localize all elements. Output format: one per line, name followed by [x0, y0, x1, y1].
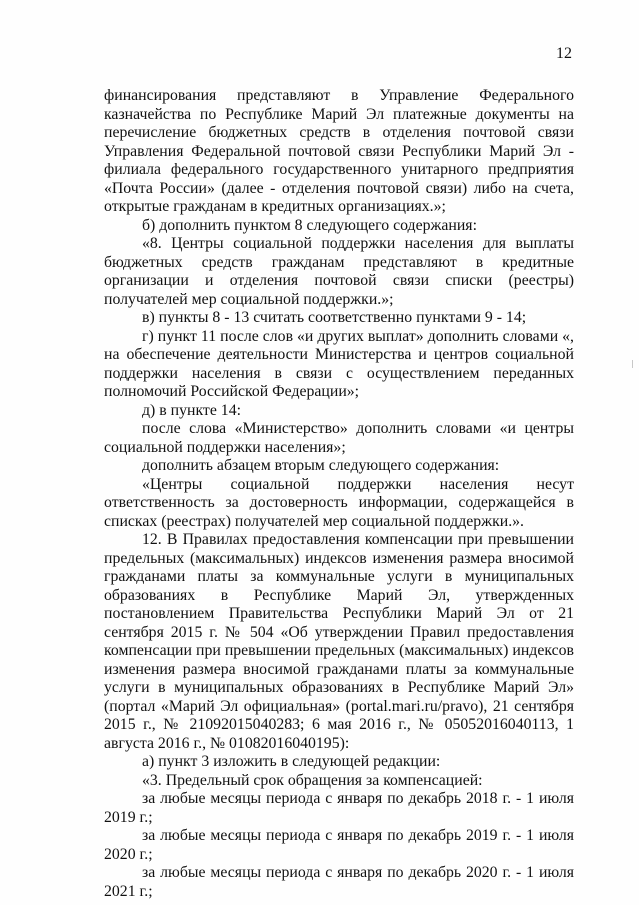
paragraph: дополнить абзацем вторым следующего содержания:: [142, 457, 500, 474]
paragraph: за любые месяцы периода с января по декабрь 2018 г. - 1 июля 2019 г.;: [104, 790, 574, 826]
page-number: 12: [556, 45, 572, 62]
paragraph: а) пункт 3 изложить в следующей редакции:: [142, 753, 441, 770]
paragraph: финансирования представляют в Управление Федерального казначейства по Республике Марий Эл платежные документы на перечисление бюджетных средств в отделения почтовой связи Управления Федеральной почтовой связи Республики Марий Эл - филиала федерального государственного унитарного предприятия «Почта России» (далее - отделения почтовой связи) либо на счета, открытые гражданам в кредитных организациях.»;: [104, 87, 574, 215]
paragraph: за любые месяцы периода с января по декабрь 2020 г. - 1 июля 2021 г.;: [104, 864, 574, 900]
paragraph: б) дополнить пунктом 8 следующего содержания:: [142, 216, 477, 234]
paragraph: «8. Центры социальной поддержки населения для выплаты бюджетных средств гражданам представляют в кредитные организации и отделения почтовой связи списки (реестры) получателей мер социальной поддержки.»;: [104, 235, 574, 308]
document-body: [104, 87, 574, 901]
paragraph: г) пункт 11 после слов «и других выплат» дополнить словами «, на обеспечение деятельности Министерства и центров социальной поддержки населения в связи с осуществлением переданных полномочий Российской Федерации»;: [104, 327, 574, 400]
paragraph: д) в пункте 14:: [142, 401, 241, 419]
paragraph: за любые месяцы периода с января по декабрь 2019 г. - 1 июля 2020 г.;: [104, 827, 574, 863]
paragraph: «Центры социальной поддержки населения несут ответственность за достоверность информации, содержащейся в списках (реестрах) получателей мер социальной поддержки.».: [104, 475, 574, 530]
paragraph: после слова «Министерство» дополнить словами «и центры социальной поддержки населения»;: [104, 420, 574, 456]
paragraph: в) пункты 8 - 13 считать соответственно пунктами 9 - 14;: [142, 309, 527, 326]
paragraph: «3. Предельный срок обращения за компенсацией:: [142, 771, 483, 789]
scan-artifact: [632, 360, 633, 368]
paragraph: 12. В Правилах предоставления компенсации при превышении предельных (максимальных) индексов изменения размера вносимой гражданами платы за коммунальные услуги в муниципальных образованиях в Республике Марий Эл, утвержденных постановлением Правительства Республики Марий Эл от 21 сентября 2015 г. № 504 «Об утверждении Правил предоставления компенсации при превышении предельных (максимальных) индексов изменения размера вносимой гражданами платы за коммунальные услуги в муниципальных образованиях в Республике Марий Эл» (портал «Марий Эл официальная» (portal.mari.ru/pravo), 21 сентября 2015 г., № 21092015040283; 6 мая 2016 г., № 05052016040113, 1 августа 2016 г., № 01082016040195):: [104, 531, 574, 752]
